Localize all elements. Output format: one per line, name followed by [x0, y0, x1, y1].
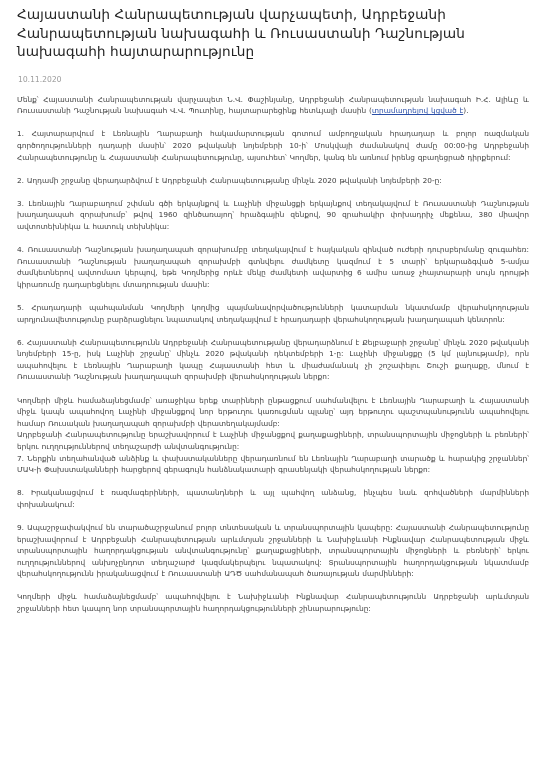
paragraph-7: 7. Ներքին տեղահանված անձինք և փախստականները վերադառնում են Լեռնային Ղարաբաղի տարածք և հարակից շրջաններ՝ ՄԱԿ-ի Փախստականների հարցերով գերագույն հանձնակատարի գրասենյակի վերահսկողության ներքո: [17, 453, 529, 475]
paragraph-5: 5. Հրադադարի պահպանման Կողմերի կողմից պայմանավորվածությունների կատարման նկատմամբ վերահսկողության արդյունավետությունը բարձրացնելու նպատակով տեղակայվում է հրադադարի վերահսկողության խաղաղապահ կենտրոն: [17, 303, 529, 324]
article-date: 10.11.2020 [18, 74, 62, 84]
paragraph-1: 1. Հայտարարվում է Լեռնային Ղարաբաղի հակամարտության գոտում ամբողջական հրադադար և բոլոր ռազմական գործողությունների դադարի մասին՝ 2020 թվականի նոյեմբերի 10-ի՝ Մոսկվայի ժամանակով ժամը 00:00-ից Ադրբեջանի Հանրապետությունը և Հայաստանի Հանրապետությունը, այսուհետ՝ Կողմեր, կանգ են առնում իրենց զբաղեցրած դիրքերում: [17, 129, 529, 162]
intro-text: Մենք՝ Հայաստանի Հանրապետության վարչապետ Ն.Վ. Փաշինյանը, Ադրբեջանի Հանրապետության նախագահ Ի.Հ. Ալիևը և Ռուսաստանի Դաշնության նախագահ Վ.Վ. Պուտինը, հայտարարեցինք հետևյալի մասին ( [17, 94, 529, 116]
paragraph-6-continuation [17, 395, 529, 476]
paragraph-2: 2. Աղդամի շրջանը վերադարձվում է Ադրբեջանի Հանրապետությանը մինչև 2020 թվականի նոյեմբերի 20-ը: [17, 175, 442, 185]
intro-paragraph [17, 94, 529, 117]
paragraph-6-route: Կողմերի միջև համաձայնեցմամբ՝ առաջիկա երեք տարիների ընթացքում սահմանվելու է Լեռնային Ղարաբաղի և Հայաստանի միջև կապն ապահովող Լաչինի միջանցքով նոր երթուղու կառուցման պլանը՝ այդ երթուղու պաշտպանությունն ապահովելու համար Ռուսական խաղաղապահ զորախմբի վերատեղակայմամբ: [17, 395, 529, 428]
paragraph-3: 3. Լեռնային Ղարաբաղում շփման գծի երկայնքով և Լաչինի միջանցքի երկայնքով տեղակայվում է Ռուսաստանի Դաշնության խաղաղապահ զորախումբ՝ թվով 1960 զինծառայող՝ հրաձգային զենքով, 90 զրահակիր փոխադրիչ մեքենա, 380 միավոր ավտոտեխնիկա և հատուկ տեխնիկա: [17, 198, 529, 232]
paragraph-9: 9. Ապաշրջափակվում են տարածաշրջանում բոլոր տնտեսական և տրանսպորտային կապերը: Հայաստանի Հանրապետությունը երաշխավորում է Ադրբեջանի Հանրապետության արևմտյան շրջանների և Նախիջևանի Ինքնավար Հանրապետության միջև տրանսպորտային հաղորդակցության անվտանգությունը՝ քաղաքացիների, տրանսպորտային միջոցների և բեռների՝ երկու ուղղություններով անխոչընդոտ տեղաշարժ կազմակերպելու նպատակով: Տրանսպորտային հաղորդակցության նկատմամբ վերահսկողությունն իրականացվում է Ռուսաստանի ԱԴԾ սահմանապահ ծառայության մարմինների: [17, 522, 529, 579]
article-title: Հայաստանի Հանրապետության վարչապետի, Ադրբեջանի Հանրապետության նախագահի և Ռուսաստանի Դաշնության նախագահի հայտարարությունը [17, 7, 465, 61]
paragraph-4: 4. Ռուսաստանի Դաշնության խաղաղապահ զորախումբը տեղակայվում է հայկական զինված ուժերի դուրսբերմանը զուգահեռ: Ռուսաստանի Դաշնության խաղաղապահ զորախմբի գտնվելու ժամկետը կազմում է 5 տարի՝ երկարաձգված 5-ամյա ժամկետներով ավտոմատ կերպով, եթե Կողմերից որևէ մեկը ժամկետի ավարտից 6 ամիս առաջ չհայտարարի սույն դրույթի կիրառումը դադարեցնելու մտադրության մասին: [17, 245, 529, 289]
attachment-link[interactable]: տրամադրելով կցված է [371, 106, 464, 116]
paragraph-6: 6. Հայաստանի Հանրապետությունն Ադրբեջանի Հանրապետությանը վերադարձնում է Քելբաջարի շրջանը՝ մինչև 2020 թվականի նոյեմբերի 15-ը, իսկ Լաչինի շրջանը՝ մինչև 2020 թվականի դեկտեմբերի 1-ը: Լաչինի միջանցքը (5 կմ լայնությամբ), որն ապահովելու է Լեռնային Ղարաբաղի կապը Հայաստանի հետ և միաժամանակ չի շոշափելու Շուշի քաղաքը, մնում է Ռուսաստանի Դաշնության խաղաղապահ զորախմբի վերահսկողության ներքո: [17, 337, 529, 382]
paragraph-8: 8. Իրականացվում է ռազմագերիների, պատանդների և այլ պահվող անձանց, ինչպես նաև զոհվածների մարմինների փոխանակում: [17, 488, 529, 509]
intro-text-end: )․ [463, 106, 469, 116]
paragraph-9-continuation: Կողմերի միջև համաձայնեցմամբ՝ ապահովվելու է Նախիջևանի Ինքնավար Հանրապետությունն Ադրբեջանի արևմտյան շրջանների հետ կապող նոր տրանսպորտային հաղորդակցությունների շինարարությունը: [17, 592, 529, 613]
paragraph-6-guarantee: Ադրբեջանի Հանրապետությունը երաշխավորում է Լաչինի միջանցքով քաղաքացիների, տրանսպորտային միջոցների և բեռների՝ երկու ուղղություններով տեղաշարժի անվտանգությունը: [17, 430, 529, 451]
